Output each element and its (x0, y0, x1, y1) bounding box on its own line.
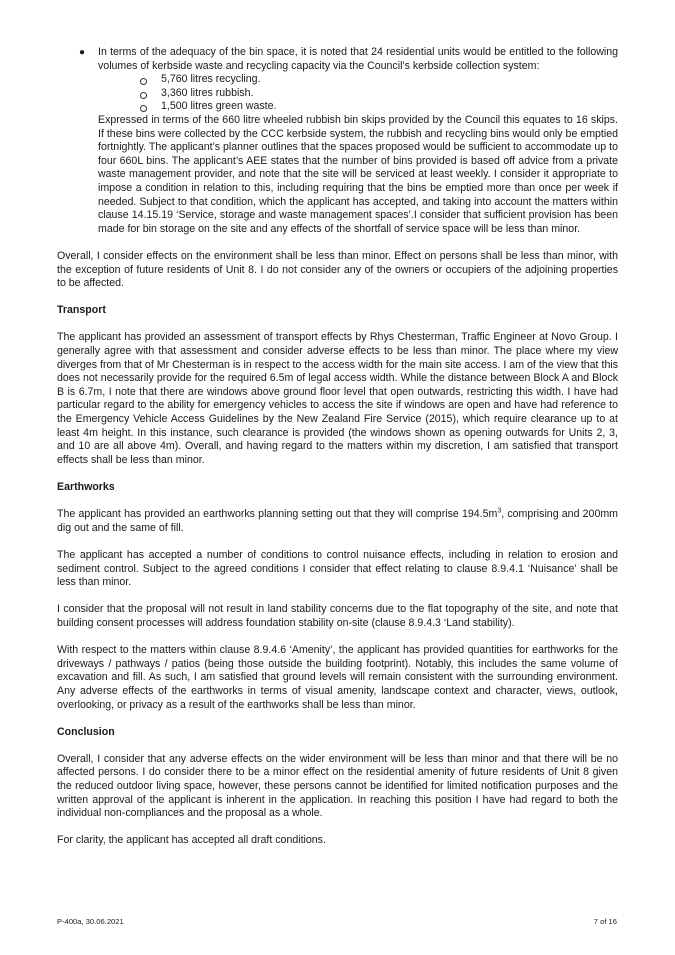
earthworks-paragraph-3: I consider that the proposal will not result in land stability concerns due to the flat topography of the site, and note that building consent processes will address foundation stability on-site (clause 8.9.4.3 ‘Land stability). (57, 603, 618, 629)
transport-heading: Transport (57, 304, 106, 317)
bin-space-continuation: Expressed in terms of the 660 litre wheeled rubbish bin skips provided by the Council this equates to 16 skips. If these bins were collected by the CCC kerbside system, the rubbish and recycling bins would only be emptied fortnightly. The applicant’s planner outlines that the spaces proposed would be sufficient to accommodate up to four 660L bins. The applicant’s AEE states that the number of bins provided is based off advice from a private waste management provider, and note that the site will be serviced at least weekly. I consider it appropriate to impose a condition in relation to this, including requiring that the bins be emptied more than once per week if needed. Subject to that condition, which the applicant has accepted, and taking into account the matters within clause 14.15.19 ‘Service, storage and waste management spaces’.I consider that sufficient provision has been made for bin storage on the site and any effects of the shortfall of service space will be less than minor. (98, 113, 618, 235)
earthworks-paragraph-1 (57, 508, 618, 535)
circle-bullet-icon (140, 92, 147, 99)
volume-rubbish: 3,360 litres rubbish. (161, 86, 254, 99)
list-item (140, 87, 618, 101)
overall-effects-paragraph: Overall, I consider effects on the environment shall be less than minor. Effect on persons shall be less than minor, with the exception of future residents of Unit 8. I do not consider any of the owners or occupiers of the adjoining properties to be affected. (57, 249, 618, 290)
conclusion-heading: Conclusion (57, 725, 115, 738)
conclusion-paragraph-2: For clarity, the applicant has accepted all draft conditions. (57, 834, 326, 847)
earthworks-volume-text-end: , comprising and 200mm dig out and the same of fill. (57, 508, 618, 534)
document-reference: P-400a, 30.06.2021 (57, 917, 124, 926)
bin-space-bullet (57, 46, 618, 236)
list-item (140, 100, 618, 114)
earthworks-paragraph-4: With respect to the matters within clause 8.9.4.6 ‘Amenity’, the applicant has provided quantities for earthworks for the driveways / pathways / patios (being those outside the building footprint). Notably, this includes the same volume of excavation and fill. As such, I am satisfied that ground levels will remain consistent with the surrounding environment. Any adverse effects of the earthworks in terms of visual amenity, landscape context and character, views, outlook, overlooking, or privacy as a result of the earthworks shall be less than minor. (57, 644, 618, 711)
circle-bullet-icon (140, 78, 147, 85)
bin-space-intro: In terms of the adequacy of the bin space, it is noted that 24 residential units would be entitled to the following volumes of kerbside waste and recycling capacity via the Council’s kerbside collection system: (98, 46, 618, 72)
transport-paragraph: The applicant has provided an assessment of transport effects by Rhys Chesterman, Traffic Engineer at Novo Group. I generally agree with that assessment and consider adverse effects to be less than minor. The place where my view diverges from that of Mr Chesterman is in respect to the access width for the main site access. I am of the view that this does not necessarily provide for the required 6.5m of legal access width. While the distance between Block A and Block B is 6.7m, I note that there are windows above ground floor level that open outwards, restricting this width. I have had particular regard to the ability for emergency vehicles to access the site if windows are open and have had reference to the Emergency Vehicle Access Guidelines by the New Zealand Fire Service (2015), which require clearance up to at least 4m height. In this instance, such clearance is provided (the windows shown as opening outwards for Units 2, 3, and 10 are all above 4m). Overall, and having regard to the matters within my discretion, I am satisfied that transport effects shall be less than minor. (57, 331, 618, 466)
earthworks-volume-text: The applicant has provided an earthworks planning setting out that they will comprise 194.5m (57, 508, 498, 521)
conclusion-paragraph-1: Overall, I consider that any adverse effects on the wider environment will be less than minor and that there will be no affected persons. I do consider there to be a minor effect on the residential amenity of future residents of Unit 8 given the reduced outdoor living space, however, these persons cannot be identified for limited notification purposes and the written approval of the applicant is inherent in the application. In reaching this position I have had regard to both the individual non-compliances and the proposal as a whole. (57, 752, 618, 820)
volume-green-waste: 1,500 litres green waste. (161, 100, 277, 113)
earthworks-paragraph-2: The applicant has accepted a number of conditions to control nuisance effects, including in relation to erosion and sediment control. Subject to the agreed conditions I consider that effect relating to clause 8.9.4.1 ‘Nuisance’ shall be less than minor. (57, 548, 618, 589)
circle-bullet-icon (140, 105, 147, 112)
page-number: 7 of 16 (593, 917, 617, 926)
page-footer (57, 915, 617, 929)
waste-volumes-list (98, 73, 618, 114)
earthworks-heading: Earthworks (57, 481, 115, 493)
volume-recycling: 5,760 litres recycling. (161, 73, 261, 86)
page-content (57, 46, 618, 862)
cubic-superscript: 3 (497, 507, 502, 515)
bullet-icon: ● (79, 47, 86, 58)
list-item (140, 73, 618, 87)
